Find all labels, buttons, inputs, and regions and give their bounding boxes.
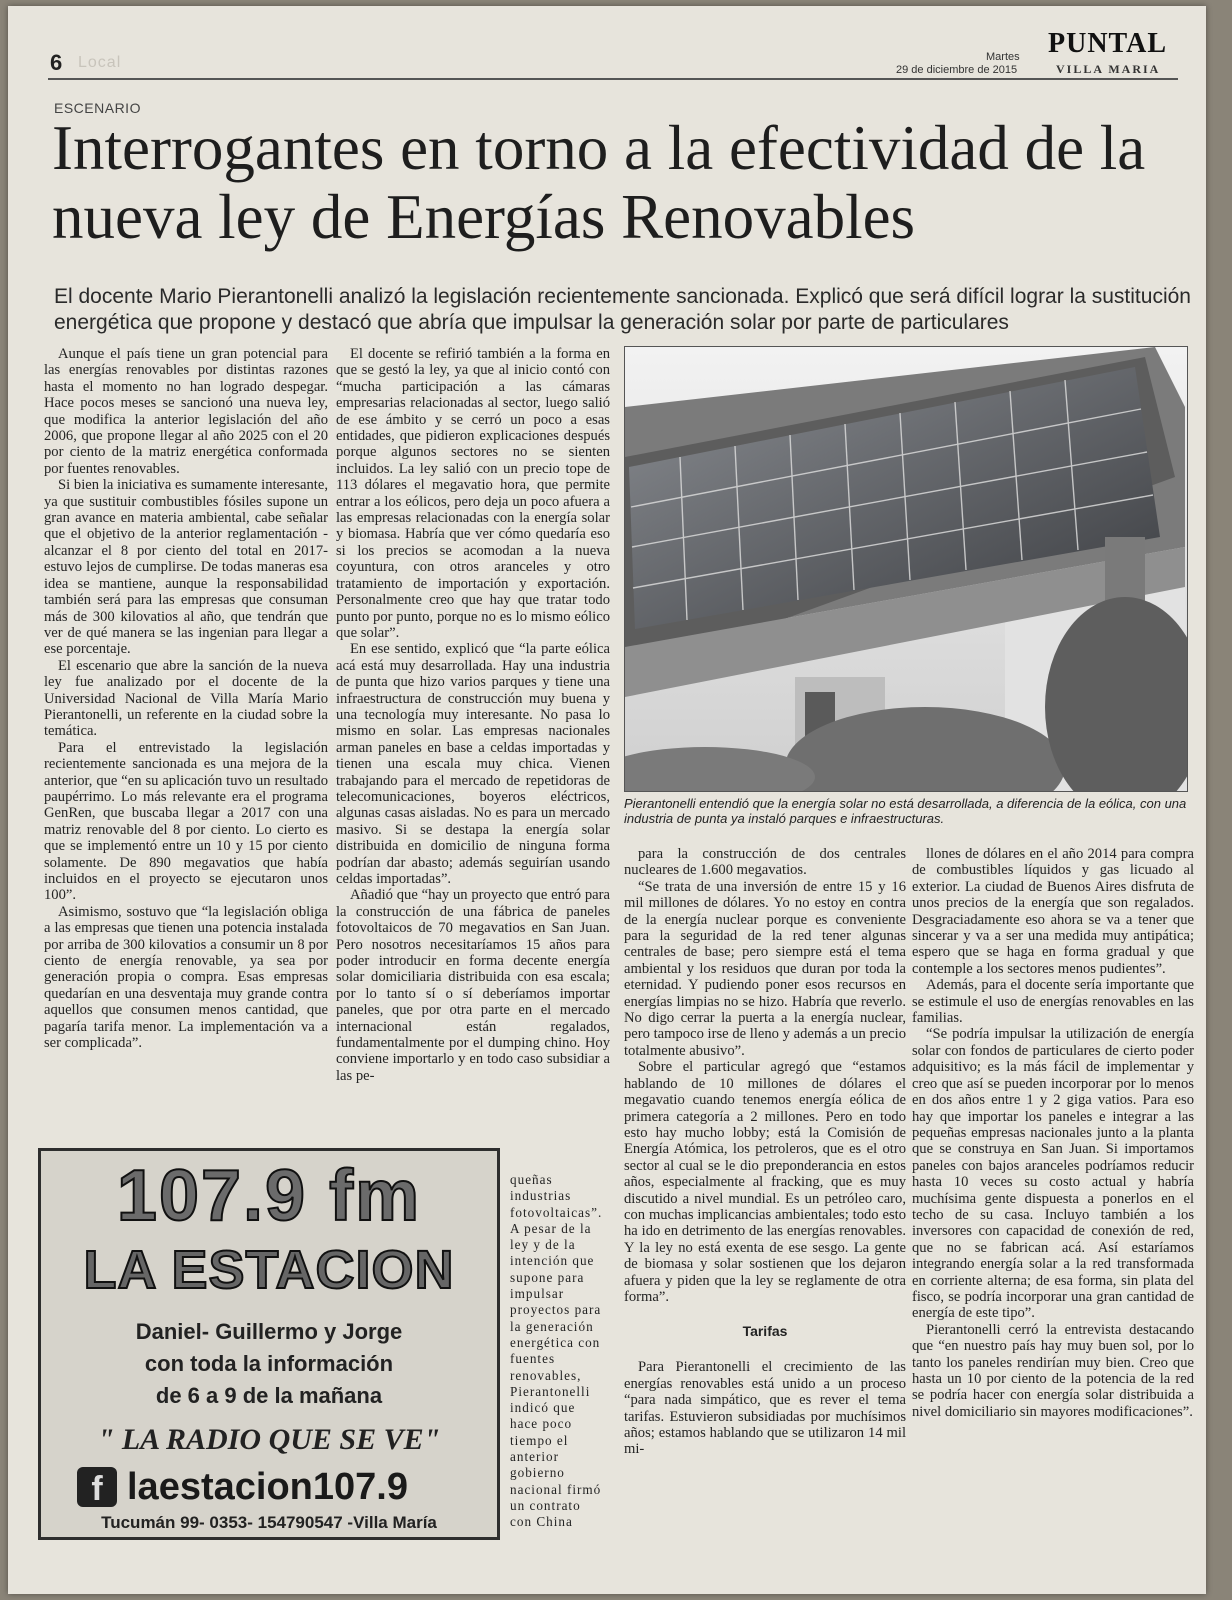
newspaper-page — [8, 6, 1206, 1594]
paragraph: Asimismo, sostuvo que “la legislación obliga a las empresas que tienen una potencia instalada por arriba de 300 kilovatios a consumir un 8 por ciento de energía renovable, ya sea por generación propia o compra. Esas empresas quedarían en una desventaja muy grande contra aquellos que consumen menos cantidad, que pagaría tarifa menor. La implementación va a ser complicada”. — [44, 903, 328, 1052]
photo-caption: Pierantonelli entendió que la energía solar no está desarrollada, a diferencia de la eólica, con una industria de punta ya instaló parques e infraestructuras. — [624, 796, 1187, 826]
newspaper-logo-sub: VILLA MARIA — [1056, 62, 1161, 76]
paragraph: “Se podría impulsar la utilización de energía solar con fondos de particulares de cierto poder adquisitivo; es la más fácil de implementar y creo que así se pueden incorporar por lo menos en dos años entre 1 y 2 giga vatios. Para eso hay que importar los paneles e integrar a las pequeñas empresas nacionales junto a la planta que se construya en San Juan. Si importamos paneles con bajos aranceles podríamos reducir hasta 10 veces su costo actual y habría muchísima gente dispuesta a ponerlos en el techo de su casa. Incluyo también a los inversores con capacidad de conexión de red, que no se fabrican acá. Así estaríamos integrando energía solar a la red transformada en corriente alterna; de esa forma, sin plata del fisco, se podría incorporar una gran cantidad de energía de este tipo”. — [912, 1026, 1194, 1322]
ad-hours: de 6 a 9 de la mañana — [155, 1383, 383, 1408]
paragraph: El escenario que abre la sanción de la nueva ley fue analizado por el docente de la Universidad Nacional de Villa María Mario Pierantonelli, un referente en la ciudad sobre la temática. — [44, 657, 328, 740]
header-rule — [48, 78, 1178, 80]
radio-advertisement — [38, 1148, 500, 1540]
paragraph: “Se trata de una inversión de entre 15 y 16 mil millones de dólares. Yo no estoy en contra de la energía nuclear porque es conveniente para la seguridad de la red tener algunas centrales de base; pero siempre está el tema ambiental y los residuos que duran por toda la eternidad. Y pudiendo poner esos recursos en energías limpias no se hizo. Habría que reverlo. No digo cerrar la puerta a la energía nuclear, pero tampoco irse de lleno y además a un precio totalmente abusivo”. — [624, 878, 906, 1059]
paragraph: Si bien la iniciativa es sumamente interesante, ya que sustituir combustibles fósiles supone un gran avance en materia ambiental, cabe señalar que el objetivo de la anterior reglamentación -alcanzar el 8 por ciento del total en 2017- estuvo lejos de cumplirse. De todas maneras esa idea se mantiene, aunque la responsabilidad también será para las empresas que consuman más de 300 kilovatios al año, que tendrán que ver de qué manera se las ingenian para llegar a ese porcentaje. — [44, 477, 328, 658]
article-kicker: ESCENARIO — [54, 100, 141, 116]
paragraph: Aunque el país tiene un gran potencial para las energías renovables por distintas razones hasta el momento no han logrado despegar. Hace pocos meses se sancionó una nueva ley, que modifica la anterior legislación del año 2006, que propone llegar al año 2025 con el 20 por ciento de la matriz energética conformada por fuentes renovables. — [44, 346, 328, 477]
paragraph: En ese sentido, explicó que “la parte eólica acá está muy desarrollada. Hay una industria de punta que hizo varios parques y tiene una infraestructura de construcción muy buena y una tecnología muy interesante. No pasa lo mismo en solar. Las empresas nacionales arman paneles en base a celdas importadas y tienen una escala muy chica. Vienen trabajando para el mercado de repetidoras de telecomunicaciones, boyeros eléctricos, algunas casas aisladas. No es para un mercado masivo. Si se destapa la energía solar distribuida en domicilio de ninguna forma podrían dar abasto; además seguirían usando celdas importadas”. — [336, 641, 610, 887]
page-number: 6 — [50, 50, 63, 75]
ad-social — [77, 1467, 408, 1507]
paragraph: Para el entrevistado la legislación recientemente sancionada es una mejora de la anterior, que “en su aplicación tuvo un resultado paupérrimo. Lo más relevante era el programa GenRen, que buscaba llegar a 2017 con una matriz renovable del 8 por ciento. Lo cierto es que se implementó entre un 10 y 15 por ciento solamente. De 890 megavatios que había incluidos en el proyecto se ejecutaron unos 100”. — [44, 739, 328, 904]
issue-day: Martes — [986, 51, 1020, 63]
ad-hosts: Daniel- Guillermo y Jorge — [135, 1319, 403, 1344]
ad-info: con toda la información — [144, 1351, 394, 1376]
article-column-2-narrow: queñas industrias fotovoltaicas”. A pesar de la ley y de la intención que supone para impulsar proyectos para la generación energética con fuentes renovables, Pierantonelli indicó que hace poco tiempo el anterior gobierno nacional firmó un contrato con China — [510, 1172, 603, 1530]
paragraph: Añadió que “hay un proyecto que entró para la construcción de una fábrica de paneles fotovoltaicos de 70 megavatios en San Juan. Pero nosotros necesitaríamos 15 años para poder introducir en forma decente energía solar domiciliaria distribuida con esa escala; por lo tanto sí o sí deberíamos importar paneles, que por otra parte en el mercado internacional están regalados, fundamentalmente por el dumping chino. Hoy conviene importarlo y en todo caso subsidiar a las pe- — [336, 887, 610, 1084]
paragraph: El docente se refirió también a la forma en que se gestó la ley, ya que al inicio contó con “mucha participación a las cámaras empresarias relacionadas al sector, luego salió de ese ámbito y se cerró un poco a esas entidades, que pidieron explicaciones después porque algunos sectores no se sienten incluidos. La ley salió con un precio tope de 113 dólares el megavatio hora, que permite entrar a los eólicos, pero deja un poco afuera a las empresas relacionadas con la energía solar y biomasa. Habría que ver cómo quedaría eso si los precios se acomodan a la nueva coyuntura, con otros aranceles y otro tratamiento de importación y exportación. Personalmente creo que hay que tratar todo punto por punto, porque no es lo mismo eólico que solar”. — [336, 346, 610, 641]
solar-panel-house-photo — [624, 346, 1188, 792]
paragraph: Sobre el particular agregó que “estamos hablando de 10 millones de dólares el megavatio cuando tenemos energía eólica de primera categoría a 2 millones. Pero en todo esto hay mucho lobby; está la Comisión de Energía Atómica, los petroleros, que es el otro sector al cual se le dio preponderancia en estos años, especialmente al fracking, que es muy discutido a nivel mundial. Es un petróleo caro, con muchas implicancias ambientales; todo esto ha ido en detrimento de las energías renovables. Y la ley no está exenta de ese sesgo. La gente de biomasa y solar sostienen que los dejaron afuera y piden que la ley se reglamente de otra forma”. — [624, 1059, 906, 1305]
facebook-icon: f — [77, 1467, 117, 1507]
article-column-4 — [912, 846, 1194, 1420]
ad-frequency: 107.9 fm — [116, 1156, 422, 1236]
paragraph: Pierantonelli cerró la entrevista destacando que “en nuestro país hay muy buen sol, por lo tanto los paneles rendirían muy bien. Creo que hasta un 10 por ciento de la potencia de la red se podría hacer con energía solar distribuida a nivel domiciliario sin mayores modificaciones”. — [912, 1321, 1194, 1420]
ad-slogan: " LA RADIO QUE SE VE" — [97, 1423, 441, 1456]
ad-station-name: LA ESTACION — [83, 1240, 455, 1300]
article-column-3 — [624, 846, 906, 1458]
article-column-1 — [44, 346, 328, 1051]
newspaper-logo: PUNTAL — [1048, 28, 1168, 59]
article-subhead: El docente Mario Pierantonelli analizó la legislación recientemente sancionada. Explicó que será difícil lograr la sustitución energética que propone y destacó que abría que impulsar la generación solar por parte de particulares — [54, 285, 1191, 335]
paragraph: Además, para el docente sería importante que se estimule el uso de energías renovables en las familias. — [912, 977, 1194, 1027]
paragraph: llones de dólares en el año 2014 para compra de combustibles líquidos y gas licuado al exterior. La ciudad de Buenos Aires disfruta de unos precios de la energía que son regalados. Desgraciadamente eso ahora se va a tener que sincerar y va a ser una medida muy antipática; espero que se haga en forma gradual y que contemple a los sectores menos pudientes”. — [912, 846, 1194, 977]
article-headline: Interrogantes en torno a la efectividad de la nueva ley de Energías Renovables — [52, 113, 1146, 253]
article-column-2 — [336, 346, 610, 1084]
section-label: Local — [78, 54, 122, 71]
section-subhead-tarifas: Tarifas — [742, 1323, 788, 1340]
paragraph: Para Pierantonelli el crecimiento de las energías renovables está unido a un proceso “para nada simpático, que es rever el tema tarifas. Estuvieron subsidiadas por muchísimos años; estamos hablando que se utilizaron 14 mil mi- — [624, 1359, 906, 1458]
issue-date: 29 de diciembre de 2015 — [896, 64, 1018, 76]
ad-address: Tucumán 99- 0353- 154790547 -Villa María — [101, 1513, 437, 1532]
paragraph: para la construcción de dos centrales nucleares de 1.600 megavatios. — [624, 846, 906, 879]
ad-social-handle: laestacion107.9 — [127, 1465, 408, 1508]
